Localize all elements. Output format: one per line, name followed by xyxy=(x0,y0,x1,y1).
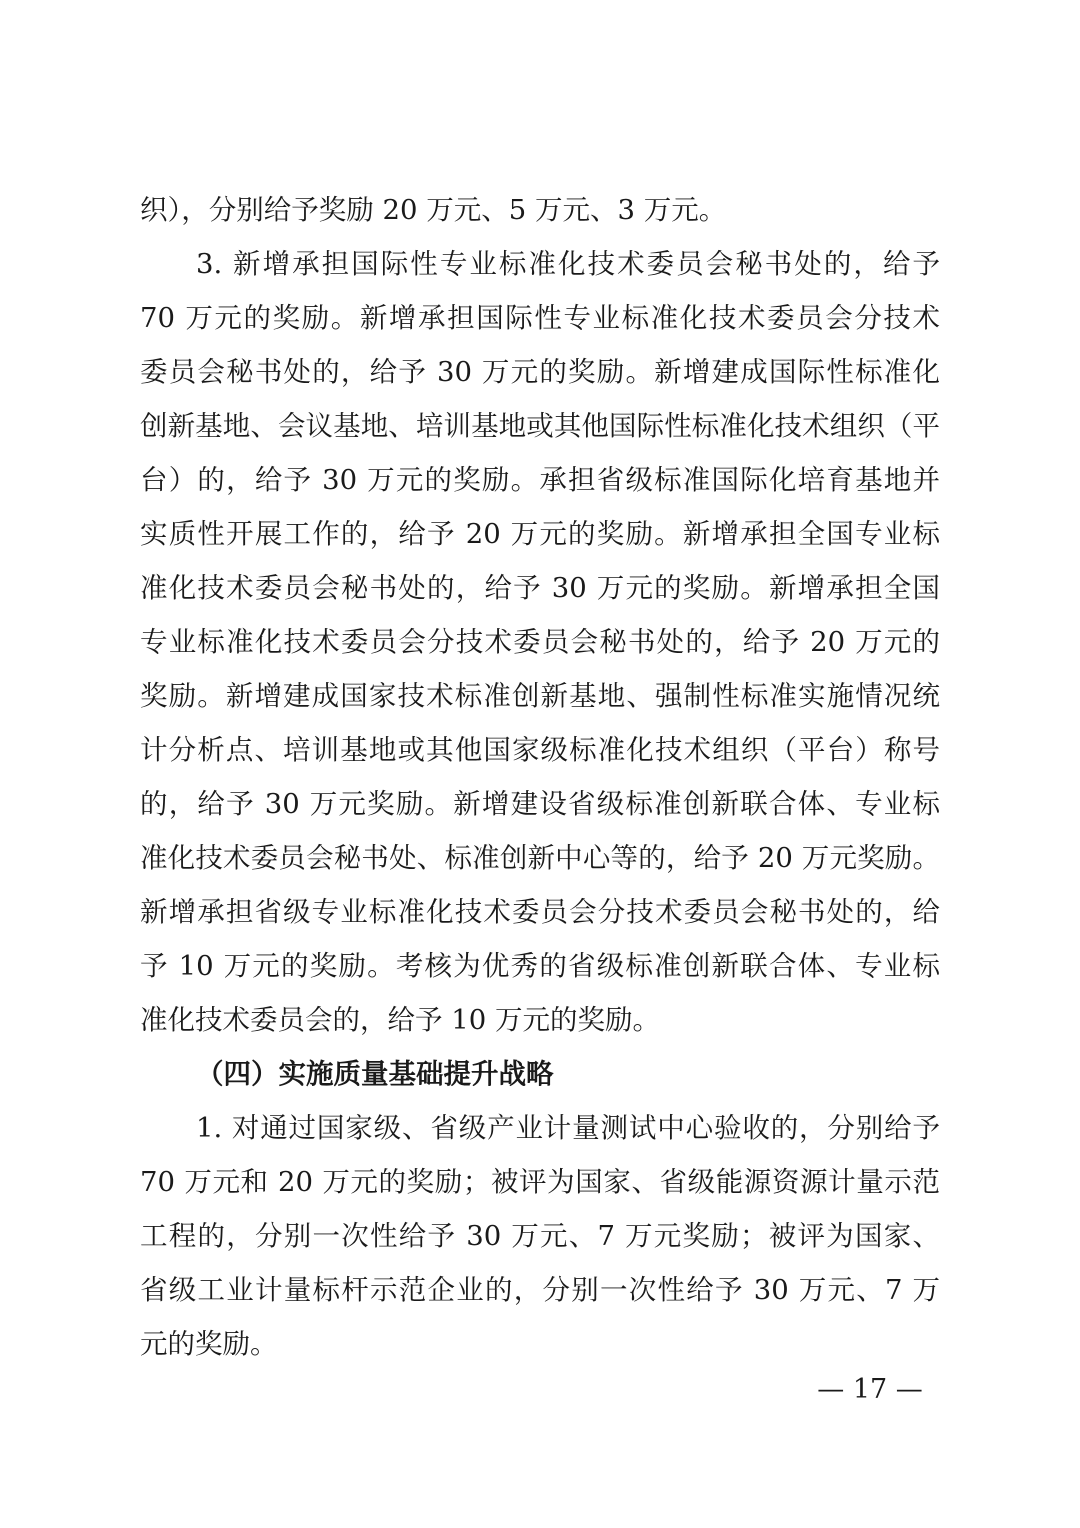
text-line: 准化技术委员会的，给予 10 万元的奖励。 xyxy=(140,1004,660,1036)
text-line: 3. 新增承担国际性专业标准化技术委员会秘书处的，给予 xyxy=(196,248,940,280)
text-line: 准化技术委员会秘书处的，给予 30 万元的奖励。新增承担全国 xyxy=(140,572,940,604)
section-heading: （四）实施质量基础提升战略 xyxy=(196,1058,554,1090)
text-line: 省级工业计量标杆示范企业的，分别一次性给予 30 万元、7 万 xyxy=(140,1274,940,1306)
text-line: 织），分别给予奖励 20 万元、5 万元、3 万元。 xyxy=(140,194,727,226)
text-line: 台）的，给予 30 万元的奖励。承担省级标准国际化培育基地并 xyxy=(140,464,940,496)
text-line: 70 万元的奖励。新增承担国际性专业标准化技术委员会分技术 xyxy=(140,302,940,334)
page-number: — 17 — xyxy=(817,1374,923,1405)
text-line: 奖励。新增建成国家技术标准创新基地、强制性标准实施情况统 xyxy=(140,680,940,712)
text-line: 工程的，分别一次性给予 30 万元、7 万元奖励；被评为国家、 xyxy=(140,1220,940,1252)
text-line: 计分析点、培训基地或其他国家级标准化技术组织（平台）称号 xyxy=(140,734,940,766)
text-line: 70 万元和 20 万元的奖励；被评为国家、省级能源资源计量示范 xyxy=(140,1166,940,1198)
text-line: 创新基地、会议基地、培训基地或其他国际性标准化技术组织（平 xyxy=(140,410,940,442)
text-line: 委员会秘书处的，给予 30 万元的奖励。新增建成国际性标准化 xyxy=(140,356,940,388)
text-line: 准化技术委员会秘书处、标准创新中心等的，给予 20 万元奖励。 xyxy=(140,842,940,874)
text-line: 元的奖励。 xyxy=(140,1328,278,1360)
text-line: 予 10 万元的奖励。考核为优秀的省级标准创新联合体、专业标 xyxy=(140,950,940,982)
text-line: 1. 对通过国家级、省级产业计量测试中心验收的，分别给予 xyxy=(196,1112,940,1144)
text-line: 的，给予 30 万元奖励。新增建设省级标准创新联合体、专业标 xyxy=(140,788,940,820)
text-line: 专业标准化技术委员会分技术委员会秘书处的，给予 20 万元的 xyxy=(140,626,940,658)
text-line: 实质性开展工作的，给予 20 万元的奖励。新增承担全国专业标 xyxy=(140,518,940,550)
text-line: 新增承担省级专业标准化技术委员会分技术委员会秘书处的，给 xyxy=(140,896,940,928)
